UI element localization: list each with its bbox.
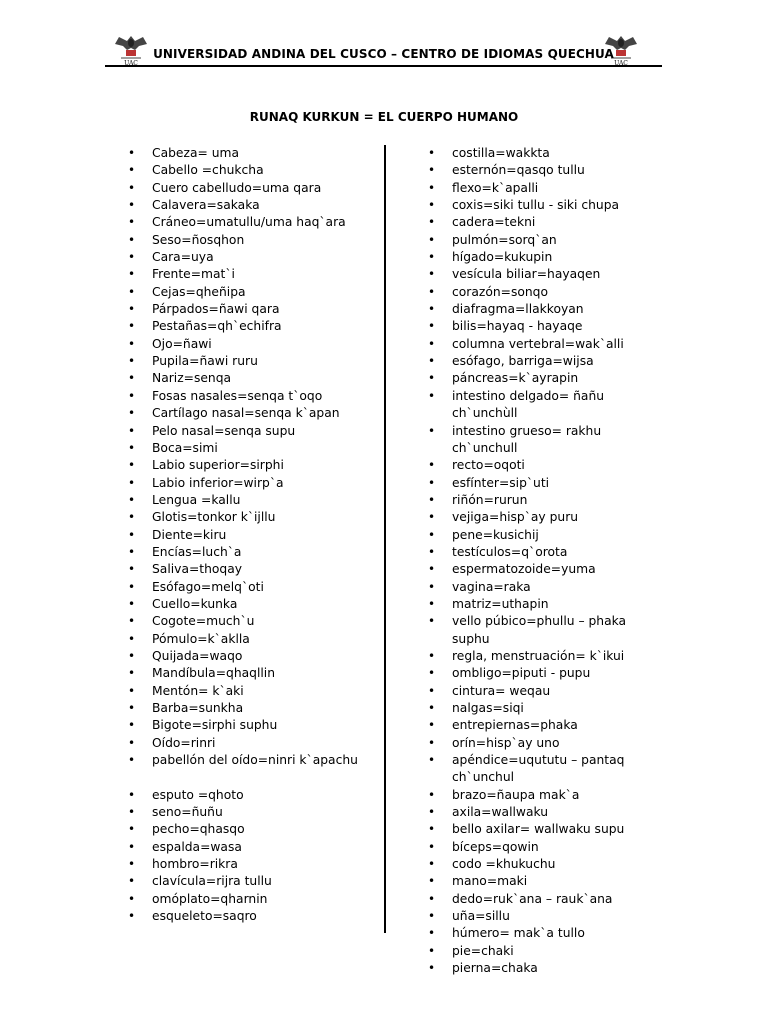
bullet-icon: •: [428, 961, 436, 976]
list-item-text: Pestañas=qh`echifra: [152, 319, 282, 334]
bullet-icon: •: [428, 250, 436, 265]
list-item-text: Frente=mat`i: [152, 267, 235, 282]
list-item: [128, 162, 378, 179]
bullet-icon: •: [428, 666, 436, 681]
logo-text: UAC: [124, 60, 138, 66]
list-item-text: Encías=luch`a: [152, 544, 242, 559]
bullet-icon: •: [428, 215, 436, 230]
bullet-icon: •: [428, 198, 436, 213]
bullet-icon: •: [428, 371, 436, 386]
list-item: [428, 700, 688, 717]
list-item-text: esternón=qasqo tullu: [452, 163, 585, 178]
bullet-icon: •: [428, 909, 436, 924]
bullet-icon: •: [428, 718, 436, 733]
list-item-text: Boca=simi: [152, 440, 218, 455]
list-item: [428, 579, 688, 596]
bullet-icon: •: [128, 302, 136, 317]
list-item-text: Pómulo=k`aklla: [152, 631, 250, 646]
bullet-icon: •: [428, 180, 436, 195]
list-item-text: mano=maki: [452, 874, 528, 889]
bullet-icon: •: [128, 666, 136, 681]
bullet-icon: •: [128, 267, 136, 282]
bullet-icon: •: [128, 874, 136, 889]
list-item-text: recto=oqoti: [452, 458, 525, 473]
bullet-icon: •: [128, 891, 136, 906]
bullet-icon: •: [428, 388, 436, 403]
bullet-icon: •: [428, 787, 436, 802]
list-item-text: pabellón del oído=ninri k`apachu: [152, 753, 358, 768]
bullet-icon: •: [128, 909, 136, 924]
list-item-text: axila=wallwaku: [452, 805, 549, 820]
list-item-text: Cabeza= uma: [152, 146, 240, 160]
list-item-text: costilla=wakkta: [452, 146, 550, 160]
bullet-icon: •: [128, 579, 136, 594]
list-item-text: Bigote=sirphi suphu: [152, 718, 278, 733]
list-item: [428, 596, 688, 613]
bullet-icon: •: [128, 648, 136, 663]
list-item: [128, 318, 378, 335]
list-item: [128, 284, 378, 301]
list-item-text: coxis=siki tullu - siki chupa: [452, 198, 620, 213]
document-title: RUNAQ KURKUN = EL CUERPO HUMANO: [249, 110, 519, 124]
logo-text: UAC: [614, 60, 628, 66]
list-item: [128, 457, 378, 474]
bullet-icon: •: [128, 492, 136, 507]
list-item: [128, 509, 378, 526]
list-item: [128, 804, 378, 821]
bullet-icon: •: [128, 787, 136, 802]
bullet-icon: •: [128, 458, 136, 473]
list-item: [128, 631, 378, 648]
bullet-icon: •: [428, 458, 436, 473]
list-item: [128, 648, 378, 665]
bullet-icon: •: [428, 753, 436, 768]
list-item: [428, 180, 688, 197]
bullet-icon: •: [428, 544, 436, 559]
column-divider: [384, 145, 386, 933]
bullet-icon: •: [428, 146, 436, 160]
list-item-text: vesícula biliar=hayaqen: [452, 267, 601, 282]
bullet-icon: •: [428, 423, 436, 438]
list-item: [128, 249, 378, 266]
bullet-icon: •: [128, 683, 136, 698]
list-item: [428, 214, 688, 231]
list-item-text: esqueleto=saqro: [152, 909, 257, 924]
bullet-icon: •: [428, 232, 436, 247]
list-item-text: seno=ñuñu: [152, 805, 223, 820]
list-item-text: matriz=uthapin: [452, 596, 549, 611]
list-item: [428, 318, 688, 335]
list-item-text: Labio inferior=wirp`a: [152, 475, 284, 490]
list-item: [128, 214, 378, 231]
list-item-text: Esófago=melq`oti: [152, 579, 264, 594]
list-item: [128, 544, 378, 561]
list-item: [128, 370, 378, 387]
list-item-text: Cartílago nasal=senqa k`apan: [152, 406, 340, 421]
list-item-text: esfínter=sip`uti: [452, 475, 550, 490]
bullet-icon: •: [128, 354, 136, 369]
list-item: [428, 370, 688, 387]
list-item-text: Cejas=qheñipa: [152, 284, 246, 299]
list-item-text: hígado=kukupin: [452, 250, 553, 265]
list-item: [428, 665, 688, 682]
bullet-icon: •: [428, 302, 436, 317]
list-item: [428, 561, 688, 578]
list-item: [128, 232, 378, 249]
list-item-text: Quijada=waqo: [152, 648, 243, 663]
list-item-text: bíceps=qowin: [452, 839, 539, 854]
list-item: [428, 804, 688, 821]
bullet-icon: •: [128, 510, 136, 525]
list-item: [128, 301, 378, 318]
list-item-text: Diente=kiru: [152, 527, 227, 542]
bullet-icon: •: [428, 701, 436, 715]
list-item-text: espermatozoide=yuma: [452, 562, 596, 577]
bullet-icon: •: [128, 631, 136, 646]
list-item: [428, 544, 688, 561]
bullet-icon: •: [128, 388, 136, 403]
list-item: [128, 197, 378, 214]
list-item: [128, 821, 378, 838]
bullet-icon: •: [428, 926, 436, 941]
list-item: [128, 665, 378, 682]
list-item: [128, 787, 378, 804]
list-item: [128, 873, 378, 890]
list-item: [128, 752, 378, 769]
bullet-icon: •: [428, 596, 436, 611]
bullet-icon: •: [128, 614, 136, 629]
list-item-text: columna vertebral=wak`alli: [452, 336, 624, 351]
list-item: [428, 145, 688, 162]
list-item: [128, 475, 378, 492]
bullet-icon: •: [128, 232, 136, 247]
bullet-icon: •: [428, 510, 436, 525]
list-item: [428, 353, 688, 370]
list-item-text: Saliva=thoqay: [152, 562, 243, 577]
list-item: [428, 648, 688, 665]
list-item: [428, 960, 688, 977]
list-item-text: Labio superior=sirphi: [152, 458, 284, 473]
bullet-icon: •: [128, 180, 136, 195]
bullet-icon: •: [428, 805, 436, 820]
bullet-icon: •: [428, 857, 436, 872]
bullet-icon: •: [128, 596, 136, 611]
list-item-text: bello axilar= wallwaku supu: [452, 822, 625, 837]
list-item-text: clavícula=rijra tullu: [152, 874, 272, 889]
bullet-icon: •: [128, 753, 136, 768]
list-item: [428, 509, 688, 526]
list-item-text: Cráneo=umatullu/uma haq`ara: [152, 215, 346, 230]
list-item-text: corazón=sonqo: [452, 284, 549, 299]
list-item: [428, 527, 688, 544]
list-item-text: regla, menstruación= k`ikui: [452, 648, 625, 663]
list-item-text: cadera=tekni: [452, 215, 536, 230]
list-item-text: dedo=ruk`ana – rauk`ana: [452, 891, 613, 906]
list-item-text: esófago, barriga=wijsa: [452, 354, 594, 369]
list-item-text: cintura= weqau: [452, 683, 551, 698]
list-item-text: Seso=ñosqhon: [152, 232, 245, 247]
list-item: [428, 683, 688, 700]
list-item-text: riñón=rurun: [452, 492, 528, 507]
page-header: [105, 28, 662, 70]
list-item: [428, 752, 652, 787]
bullet-icon: •: [128, 406, 136, 421]
list-item: [428, 249, 688, 266]
list-item-text: codo =khukuchu: [452, 857, 556, 872]
list-item-text: Glotis=tonkor k`ijllu: [152, 510, 276, 525]
list-item-text: Párpados=ñawi qara: [152, 302, 280, 317]
list-item: [128, 423, 378, 440]
bullet-icon: •: [428, 943, 436, 958]
list-item: [128, 579, 378, 596]
header-rule: [105, 65, 662, 67]
bullet-icon: •: [428, 267, 436, 282]
list-item-text: Mentón= k`aki: [152, 683, 244, 698]
bullet-icon: •: [128, 250, 136, 265]
list-item-text: Cuello=kunka: [152, 596, 238, 611]
list-item: [428, 821, 688, 838]
list-item-text: nalgas=siqi: [452, 701, 524, 715]
list-item: [428, 492, 688, 509]
header-title: UNIVERSIDAD ANDINA DEL CUSCO – CENTRO DE IDIOMAS QUECHUA: [153, 47, 614, 61]
bullet-icon: •: [428, 527, 436, 542]
list-item: [428, 457, 688, 474]
list-item-text: hombro=rikra: [152, 857, 238, 872]
bullet-icon: •: [128, 735, 136, 750]
list-item: [128, 145, 378, 162]
list-item: [428, 787, 688, 804]
list-item-text: espalda=wasa: [152, 839, 242, 854]
list-item-text: pie=chaki: [452, 943, 514, 958]
list-item: [128, 492, 378, 509]
list-item: [128, 180, 378, 197]
list-item-text: Pupila=ñawi ruru: [152, 354, 258, 369]
list-item-text: vagina=raka: [452, 579, 531, 594]
bullet-icon: •: [128, 215, 136, 230]
bullet-icon: •: [128, 527, 136, 542]
list-item-text: páncreas=k`ayrapin: [452, 371, 579, 386]
bullet-icon: •: [128, 857, 136, 872]
list-item-text: omóplato=qharnin: [152, 891, 268, 906]
list-item: [128, 405, 378, 422]
list-item: [128, 700, 378, 717]
bullet-icon: •: [428, 163, 436, 178]
bullet-icon: •: [128, 319, 136, 334]
list-item: [428, 336, 688, 353]
uac-eagle-logo-icon: [603, 32, 639, 66]
list-spacer: [128, 769, 378, 786]
bullet-icon: •: [128, 475, 136, 490]
bullet-icon: •: [428, 648, 436, 663]
list-item-text: Lengua =kallu: [152, 492, 241, 507]
bullet-icon: •: [128, 198, 136, 213]
list-item-text: pecho=qhasqo: [152, 822, 245, 837]
list-item: [428, 284, 688, 301]
list-item: [128, 908, 378, 925]
bullet-icon: •: [428, 336, 436, 351]
bullet-icon: •: [128, 718, 136, 733]
bullet-icon: •: [128, 701, 136, 715]
bullet-icon: •: [128, 544, 136, 559]
list-item-text: Calavera=sakaka: [152, 198, 260, 213]
list-item: [128, 596, 378, 613]
bullet-icon: •: [428, 874, 436, 889]
bullet-icon: •: [128, 284, 136, 299]
list-item: [428, 232, 688, 249]
list-item: [128, 388, 378, 405]
list-item-text: pene=kusichij: [452, 527, 539, 542]
list-item-text: diafragma=llakkoyan: [452, 302, 584, 317]
list-item: [428, 717, 688, 734]
list-item-text: vejiga=hisp`ay puru: [452, 510, 579, 525]
list-item-text: Oído=rinri: [152, 735, 216, 750]
list-item-text: intestino grueso= rakhu ch`unchull: [452, 423, 602, 455]
right-vocabulary-list: [428, 145, 688, 978]
bullet-icon: •: [128, 163, 136, 178]
list-item: [428, 388, 652, 423]
list-item-text: vello púbico=phullu – phaka suphu: [452, 614, 627, 646]
list-item-text: Cogote=much`u: [152, 614, 255, 629]
list-item-text: bilis=hayaq - hayaqe: [452, 319, 583, 334]
list-item: [128, 561, 378, 578]
list-item: [428, 943, 688, 960]
bullet-icon: •: [428, 562, 436, 577]
left-vocabulary-list: [128, 145, 378, 925]
bullet-icon: •: [428, 579, 436, 594]
list-item: [428, 891, 688, 908]
list-item: [128, 735, 378, 752]
bullet-icon: •: [128, 822, 136, 837]
bullet-icon: •: [428, 354, 436, 369]
list-item-text: Ojo=ñawi: [152, 336, 212, 351]
bullet-icon: •: [428, 735, 436, 750]
list-item-text: Fosas nasales=senqa t`oqo: [152, 388, 323, 403]
list-item-text: entrepiernas=phaka: [452, 718, 578, 733]
list-item-text: Cuero cabelludo=uma qara: [152, 180, 322, 195]
bullet-icon: •: [128, 146, 136, 160]
list-item: [428, 197, 688, 214]
bullet-icon: •: [428, 284, 436, 299]
list-item: [128, 440, 378, 457]
list-item-text: ombligo=piputi - pupu: [452, 666, 591, 681]
list-item-text: húmero= mak`a tullo: [452, 926, 585, 941]
bullet-icon: •: [428, 839, 436, 854]
bullet-icon: •: [128, 839, 136, 854]
list-item-text: Mandíbula=qhaqllin: [152, 666, 275, 681]
list-item-text: esputo =qhoto: [152, 787, 244, 802]
list-item-text: orín=hisp`ay uno: [452, 735, 560, 750]
list-item-text: Cara=uya: [152, 250, 214, 265]
list-item: [128, 266, 378, 283]
list-item-text: pierna=chaka: [452, 961, 538, 976]
bullet-icon: •: [428, 319, 436, 334]
list-item-text: apéndice=uqututu – pantaq ch`unchul: [452, 753, 625, 785]
list-item: [428, 266, 688, 283]
bullet-icon: •: [428, 891, 436, 906]
bullet-icon: •: [128, 371, 136, 386]
list-item: [128, 527, 378, 544]
list-item: [428, 301, 688, 318]
list-item: [428, 162, 688, 179]
list-item: [128, 856, 378, 873]
list-item-text: intestino delgado= ñañu ch`unchùll: [452, 388, 605, 421]
list-item: [428, 423, 652, 458]
list-item: [428, 613, 652, 648]
list-item-text: Nariz=senqa: [152, 371, 232, 386]
list-item: [428, 839, 688, 856]
list-item: [428, 735, 688, 752]
bullet-icon: •: [428, 683, 436, 698]
list-item: [128, 717, 378, 734]
list-item-text: Pelo nasal=senqa supu: [152, 423, 296, 438]
bullet-icon: •: [128, 562, 136, 577]
list-item: [428, 873, 688, 890]
list-item: [128, 613, 378, 630]
list-item-text: Barba=sunkha: [152, 701, 244, 715]
list-item: [128, 353, 378, 370]
list-item-text: brazo=ñaupa mak`a: [452, 787, 580, 802]
list-item-text: pulmón=sorq`an: [452, 232, 557, 247]
bullet-icon: •: [128, 423, 136, 438]
list-item-text: testículos=q`orota: [452, 544, 568, 559]
list-item: [128, 336, 378, 353]
list-item: [428, 925, 688, 942]
bullet-icon: •: [428, 475, 436, 490]
list-item-text: Cabello =chukcha: [152, 163, 264, 178]
bullet-icon: •: [428, 614, 436, 629]
list-item: [128, 839, 378, 856]
list-item: [128, 891, 378, 908]
list-item-text: uña=sillu: [452, 909, 510, 924]
bullet-icon: •: [128, 805, 136, 820]
bullet-icon: •: [428, 492, 436, 507]
bullet-icon: •: [128, 336, 136, 351]
list-item: [128, 683, 378, 700]
list-item-text: flexo=k`apalli: [452, 180, 539, 195]
list-item: [428, 908, 688, 925]
bullet-icon: •: [128, 440, 136, 455]
list-item: [428, 856, 688, 873]
list-item: [428, 475, 688, 492]
bullet-icon: •: [428, 822, 436, 837]
